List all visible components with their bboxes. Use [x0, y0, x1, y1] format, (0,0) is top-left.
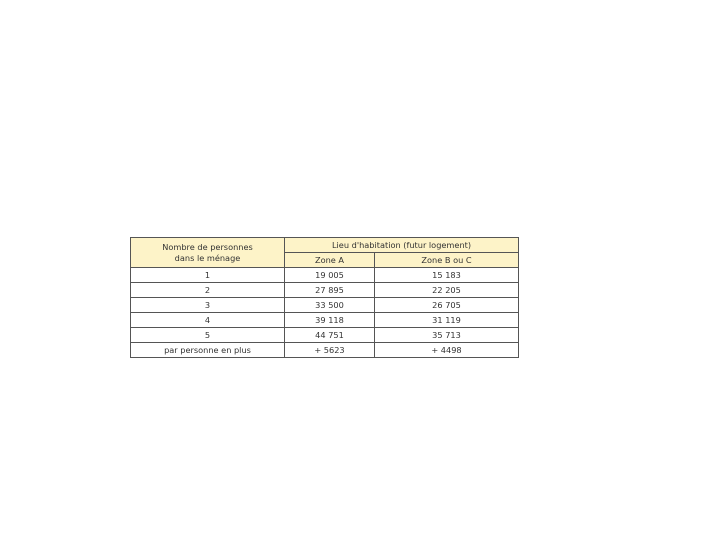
cell-zone-a: 19 005 — [285, 268, 375, 283]
cell-zone-a: 39 118 — [285, 313, 375, 328]
cell-persons: 3 — [131, 298, 285, 313]
cell-zone-bc: 31 119 — [375, 313, 519, 328]
income-table-container — [130, 237, 518, 358]
cell-zone-a: + 5623 — [285, 343, 375, 358]
cell-persons: 1 — [131, 268, 285, 283]
cell-zone-a: 27 895 — [285, 283, 375, 298]
header-household-size-line1: Nombre de personnes — [162, 241, 253, 252]
cell-zone-a: 33 500 — [285, 298, 375, 313]
cell-persons: 2 — [131, 283, 285, 298]
table-row — [131, 283, 519, 298]
cell-zone-bc: 15 183 — [375, 268, 519, 283]
table-row — [131, 313, 519, 328]
cell-zone-bc: 22 205 — [375, 283, 519, 298]
cell-persons: 5 — [131, 328, 285, 343]
cell-zone-a: 44 751 — [285, 328, 375, 343]
table-row — [131, 298, 519, 313]
table-row — [131, 343, 519, 358]
header-location: Lieu d'habitation (futur logement) — [285, 238, 519, 253]
table-row — [131, 328, 519, 343]
table-row — [131, 268, 519, 283]
cell-persons: par personne en plus — [131, 343, 285, 358]
cell-zone-bc: + 4498 — [375, 343, 519, 358]
cell-persons: 4 — [131, 313, 285, 328]
header-household-size — [131, 238, 285, 268]
income-ceiling-table — [130, 237, 519, 358]
header-zone-a: Zone A — [285, 253, 375, 268]
header-zone-bc: Zone B ou C — [375, 253, 519, 268]
cell-zone-bc: 26 705 — [375, 298, 519, 313]
header-household-size-line2: dans le ménage — [174, 252, 241, 263]
cell-zone-bc: 35 713 — [375, 328, 519, 343]
table-header-row — [131, 238, 519, 253]
